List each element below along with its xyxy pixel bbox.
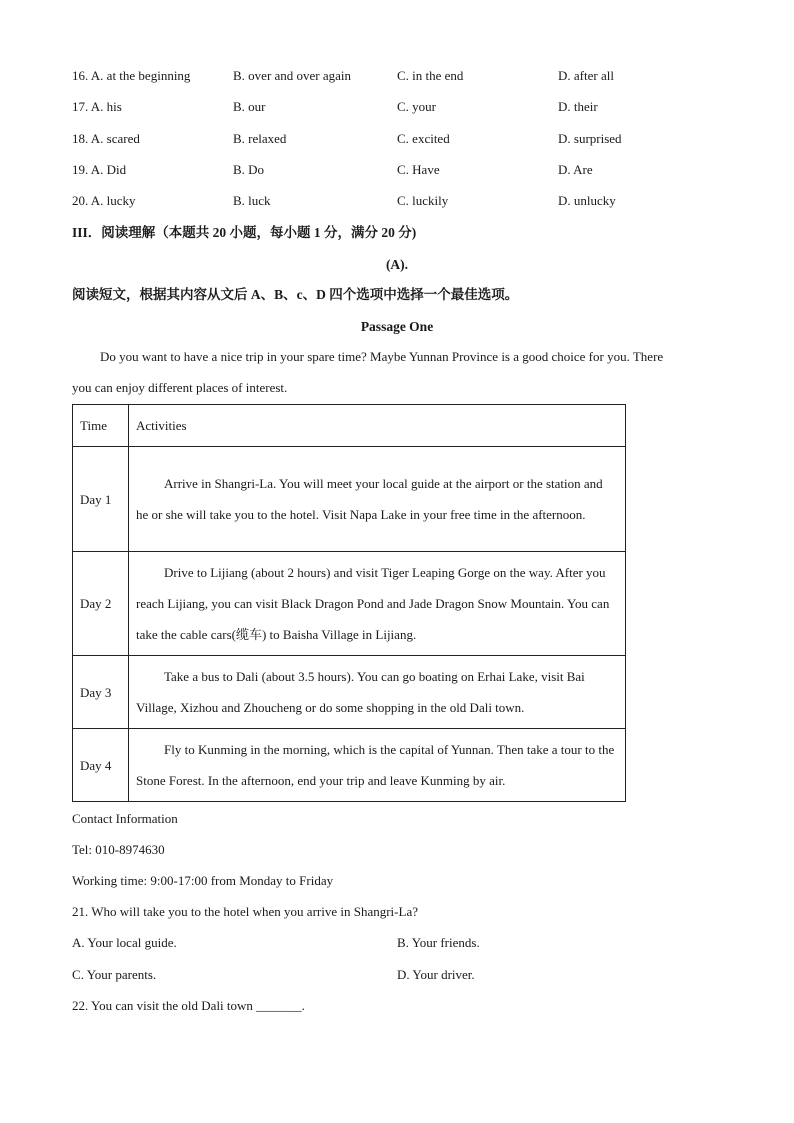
day-cell: Day 1: [73, 447, 129, 552]
header-activities: Activities: [129, 405, 626, 447]
option-c: C. Your parents.: [72, 967, 157, 982]
activity-cell: [129, 656, 626, 729]
option-a: A. Your local guide.: [72, 935, 177, 950]
day-cell: Day 4: [73, 729, 129, 802]
header-time: Time: [73, 405, 129, 447]
option-c: C. luckily: [397, 193, 449, 208]
contact-tel: Tel: 010-8974630: [72, 842, 165, 857]
option-c: C. your: [397, 99, 436, 114]
table-row: [73, 447, 626, 552]
option-c: C. Have: [397, 162, 440, 177]
contact-title: Contact Information: [72, 811, 178, 826]
table-header-row: [73, 405, 626, 447]
option-a: 16. A. at the beginning: [72, 68, 191, 83]
option-a: 18. A. scared: [72, 131, 140, 146]
activity-cell: [129, 552, 626, 656]
passage-intro-line-1: Do you want to have a nice trip in your spare time? Maybe Yunnan Province is a good choice for you. There: [100, 349, 664, 364]
activity-text: Fly to Kunming in the morning, which is the capital of Yunnan. Then take a tour to the Stone Forest. In the afternoon, end your trip and leave Kunming by air.: [136, 742, 615, 788]
activity-text: Drive to Lijiang (about 2 hours) and visit Tiger Leaping Gorge on the way. After you reach Lijiang, you can visit Black Dragon Pond and Jade Dragon Snow Mountain. You can take the cable cars(缆车) to Baisha Village in Lijiang.: [136, 565, 610, 642]
option-c: C. in the end: [397, 68, 464, 83]
option-a: 19. A. Did: [72, 162, 127, 177]
contact-hours: Working time: 9:00-17:00 from Monday to Friday: [72, 873, 334, 888]
day-cell: Day 2: [73, 552, 129, 656]
activity-text: Take a bus to Dali (about 3.5 hours). You can go boating on Erhai Lake, visit Bai Village, Xizhou and Zhoucheng or do some shopping in the old Dali town.: [136, 669, 585, 715]
instructions: 阅读短文，根据其内容从文后 A、B、c、D 四个选项中选择一个最佳选项。: [72, 287, 519, 302]
option-b: B. luck: [233, 193, 271, 208]
option-d: D. Your driver.: [397, 967, 475, 982]
option-d: D. unlucky: [558, 193, 616, 208]
option-c: C. excited: [397, 131, 450, 146]
option-a: 20. A. lucky: [72, 193, 136, 208]
itinerary-table: [72, 404, 626, 802]
section-heading: III．阅读理解（本题共 20 小题，每小题 1 分，满分 20 分): [72, 225, 417, 240]
activity-text: Arrive in Shangri-La. You will meet your local guide at the airport or the station and he or she will take you to the hotel. Visit Napa Lake in your free time in the afternoon.: [136, 476, 603, 522]
table-row: [73, 729, 626, 802]
option-b: B. our: [233, 99, 266, 114]
part-label: (A).: [385, 257, 409, 272]
activity-cell: [129, 729, 626, 802]
question-21-stem: 21. Who will take you to the hotel when you arrive in Shangri-La?: [72, 904, 418, 919]
option-a: 17. A. his: [72, 99, 122, 114]
question-22-stem: 22. You can visit the old Dali town _______.: [72, 998, 305, 1013]
day-cell: Day 3: [73, 656, 129, 729]
passage-intro-line-2: you can enjoy different places of interest.: [72, 380, 288, 395]
option-b: B. over and over again: [233, 68, 352, 83]
option-b: B. relaxed: [233, 131, 287, 146]
option-b: B. Your friends.: [397, 935, 480, 950]
table-row: [73, 552, 626, 656]
activity-cell: [129, 447, 626, 552]
table-row: [73, 656, 626, 729]
option-d: D. their: [558, 99, 598, 114]
option-d: D. surprised: [558, 131, 622, 146]
option-d: D. Are: [558, 162, 593, 177]
option-d: D. after all: [558, 68, 614, 83]
passage-title: Passage One: [360, 319, 434, 334]
option-b: B. Do: [233, 162, 265, 177]
